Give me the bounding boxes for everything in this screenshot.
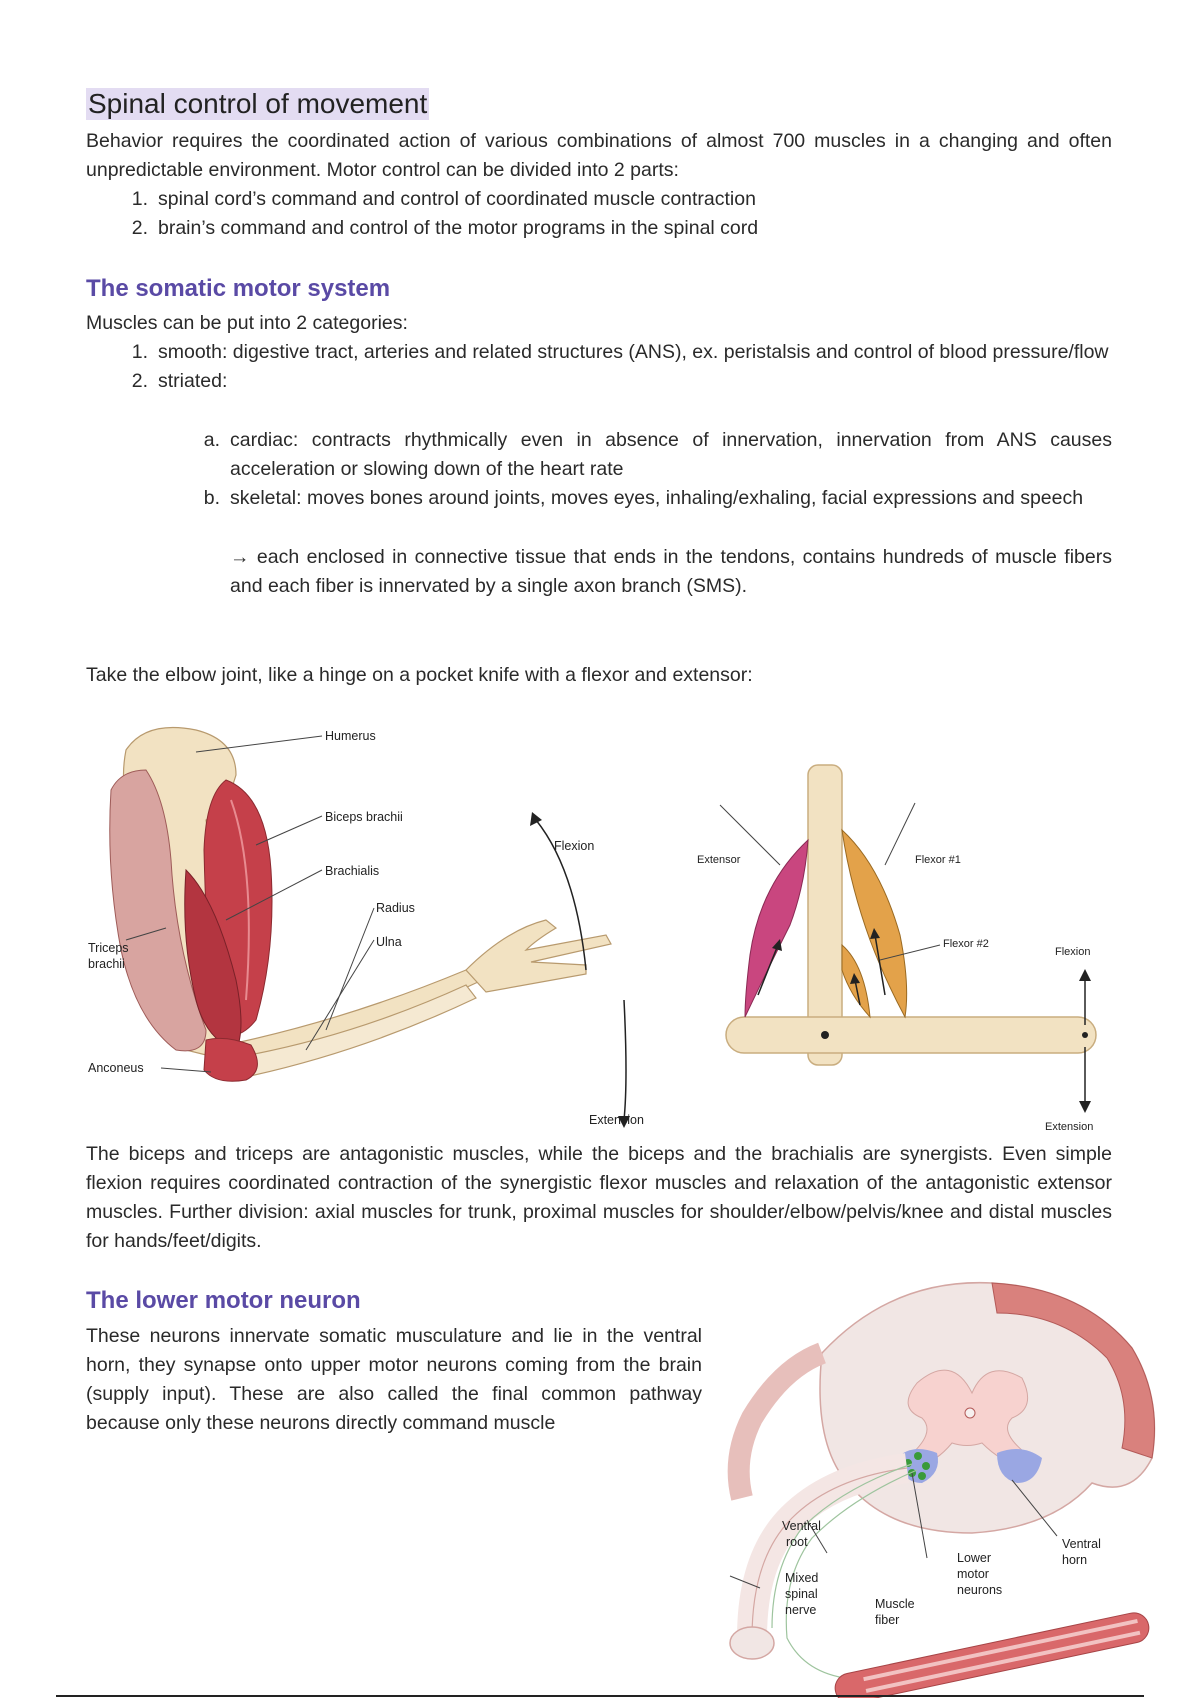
label-anconeus: Anconeus (88, 1061, 144, 1075)
label-mixed-2: spinal (785, 1587, 818, 1601)
skeletal-note: → each enclosed in connective tissue that ends in the tendons, contains hundreds of muscle fibers and each fiber is innervated by a single axon branch (SMS). (230, 546, 1112, 597)
label-radius: Radius (376, 901, 415, 915)
label-flexor1: Flexor #1 (915, 854, 961, 866)
lower-bone-bar (726, 1017, 1096, 1053)
section-heading-somatic: The somatic motor system (86, 275, 391, 302)
label-ventral-horn-2: horn (1062, 1553, 1088, 1567)
page-title: Spinal control of movement (88, 88, 428, 119)
label-triceps-1: Triceps (88, 941, 129, 955)
motor-control-list (110, 185, 870, 243)
label-flexion: Flexion (554, 839, 595, 853)
lower-motor-neuron-paragraph: These neurons innervate somatic musculature and lie in the ventral horn, they synapse onto upper motor neurons coming from the brain (supply input). These are also called the final common pathway because only these neurons directly command muscle (86, 1325, 702, 1434)
list-item: 1. smooth: digestive tract, arteries and related structures (ANS), ex. peristalsis and control of blood pressure/flow (131, 341, 1109, 363)
label-biceps: Biceps brachii (325, 810, 403, 824)
label-flexor2: Flexor #2 (943, 938, 989, 950)
label-muscle-fiber-2: fiber (875, 1613, 900, 1627)
list-item: 1. spinal cord’s command and control of coordinated muscle contraction (131, 188, 756, 210)
list-item: b. skeletal: moves bones around joints, moves eyes, inhaling/exhaling, facial expressions and speech (203, 487, 1084, 509)
striated-sublist (180, 426, 1112, 513)
list-item: a. cardiac: contracts rhythmically even in absence of innervation, innervation from ANS causes acceleration or slowing down of the heart rate (203, 429, 1112, 480)
label-extension: Extension (1045, 1121, 1094, 1133)
label-lower-motor-3: neurons (957, 1583, 1003, 1597)
section-heading-lower-motor-neuron: The lower motor neuron (86, 1287, 361, 1314)
label-lower-motor-1: Lower (957, 1551, 992, 1565)
list-item: 2. striated: (131, 370, 228, 392)
elbow-intro: Take the elbow joint, like a hinge on a pocket knife with a flexor and extensor: (86, 664, 753, 686)
arm-muscle-figure (86, 700, 676, 1130)
intro-paragraph: Behavior requires the coordinated action of various combinations of almost 700 muscles in a changing and often unpredictable environment. Motor control can be divided into 2 parts: (86, 130, 1112, 181)
page-bottom-rule (56, 1695, 1144, 1697)
label-ventral-horn-1: Ventral (1062, 1537, 1101, 1551)
label-brachialis: Brachialis (325, 864, 380, 878)
hinge-diagram (690, 755, 1110, 1135)
label-humerus: Humerus (325, 729, 376, 743)
label-ventral-root-2: root (786, 1535, 808, 1549)
label-muscle-fiber-1: Muscle (875, 1597, 915, 1611)
label-flexion: Flexion (1055, 946, 1091, 958)
muscle-category-list (110, 338, 1112, 396)
label-ventral-root-1: Ventral (782, 1519, 821, 1533)
label-mixed-1: Mixed (785, 1571, 819, 1585)
anconeus-muscle (204, 1038, 257, 1081)
label-lower-motor-2: motor (957, 1567, 989, 1581)
label-extensor: Extensor (697, 854, 741, 866)
label-mixed-3: nerve (785, 1603, 817, 1617)
label-triceps-2: brachii (88, 957, 125, 971)
list-item: 2. brain’s command and control of the motor programs in the spinal cord (131, 217, 759, 239)
label-ulna: Ulna (376, 935, 402, 949)
muscle-categories-intro: Muscles can be put into 2 categories: (86, 312, 408, 334)
spinal-cord-figure (712, 1258, 1172, 1698)
label-extension: Extension (589, 1113, 644, 1127)
antagonist-paragraph: The biceps and triceps are antagonistic muscles, while the biceps and the brachialis are synergists. Even simple flexion requires coordinated contraction of the synergistic flexor muscles and relaxation of the antagonistic extensor muscles. Further division: axial muscles for trunk, proximal muscles for shoulder/elbow/pelvis/knee and distal muscles for hands/feet/digits. (86, 1143, 1112, 1252)
